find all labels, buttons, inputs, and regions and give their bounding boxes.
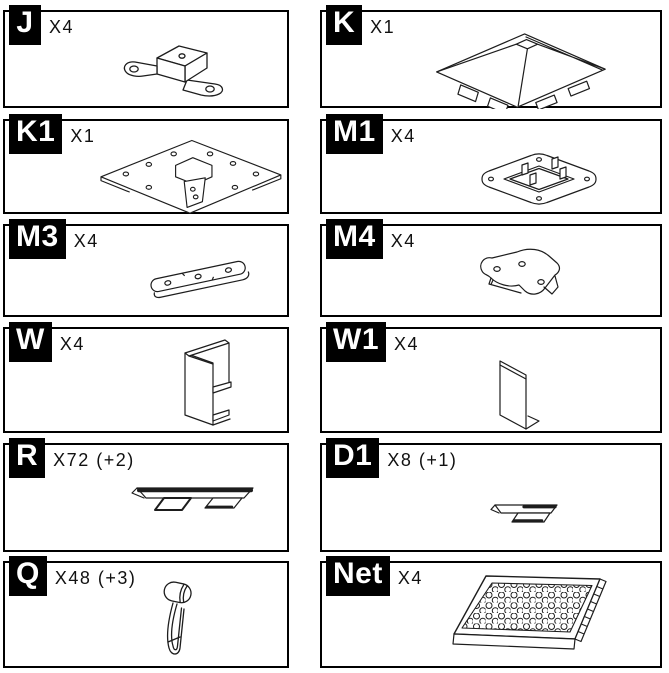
part-label-j: J <box>9 5 41 45</box>
part-cell-j <box>3 6 289 108</box>
flat-bar-drawing <box>143 246 253 302</box>
pyramid-cap-drawing <box>420 21 620 109</box>
part-cell-w1 <box>320 323 662 433</box>
hub-plate-drawing <box>93 129 285 217</box>
part-label-w: W <box>9 322 52 362</box>
part-qty-m1: X4 <box>390 126 416 146</box>
part-qty-k: X1 <box>370 17 396 37</box>
part-label-d1: D1 <box>326 438 379 478</box>
part-label-m1: M1 <box>326 114 383 154</box>
part-cell-k <box>320 6 662 108</box>
part-qty-j: X4 <box>49 17 75 37</box>
corner-bracket-drawing <box>472 240 567 300</box>
part-label-k1: K1 <box>9 114 62 154</box>
base-frame-drawing <box>474 147 604 209</box>
part-cell-net <box>320 557 662 668</box>
wire-clip-drawing <box>157 579 199 661</box>
part-label-k: K <box>326 5 362 45</box>
part-cell-m3 <box>3 220 289 317</box>
c-channel-drawing <box>173 335 235 431</box>
small-clip-drawing <box>490 501 562 527</box>
part-qty-m3: X4 <box>73 231 99 251</box>
part-qty-net: X4 <box>397 568 423 588</box>
part-cell-d1 <box>320 439 662 552</box>
part-cell-r <box>3 439 289 552</box>
part-cell-w <box>3 323 289 433</box>
part-cell-k1 <box>3 115 289 214</box>
angle-panel-drawing <box>490 351 542 433</box>
part-qty-d1: X8 (+1) <box>387 450 458 470</box>
part-label-m3: M3 <box>9 219 66 259</box>
part-label-r: R <box>9 438 45 478</box>
part-cell-m1 <box>320 115 662 214</box>
part-qty-m4: X4 <box>390 231 416 251</box>
part-label-net: Net <box>326 556 390 596</box>
part-label-q: Q <box>9 556 47 596</box>
mesh-panel-drawing <box>448 571 612 657</box>
part-qty-w: X4 <box>59 334 85 354</box>
part-qty-r: X72 (+2) <box>53 450 135 470</box>
part-qty-q: X48 (+3) <box>54 568 137 588</box>
part-cell-q <box>3 557 289 668</box>
part-cell-m4 <box>320 220 662 317</box>
part-label-m4: M4 <box>326 219 383 259</box>
part-label-w1: W1 <box>326 322 386 362</box>
glazing-clip-drawing <box>131 483 259 519</box>
part-qty-w1: X4 <box>394 334 420 354</box>
part-qty-k1: X1 <box>70 126 96 146</box>
z-bracket-drawing <box>117 36 247 100</box>
